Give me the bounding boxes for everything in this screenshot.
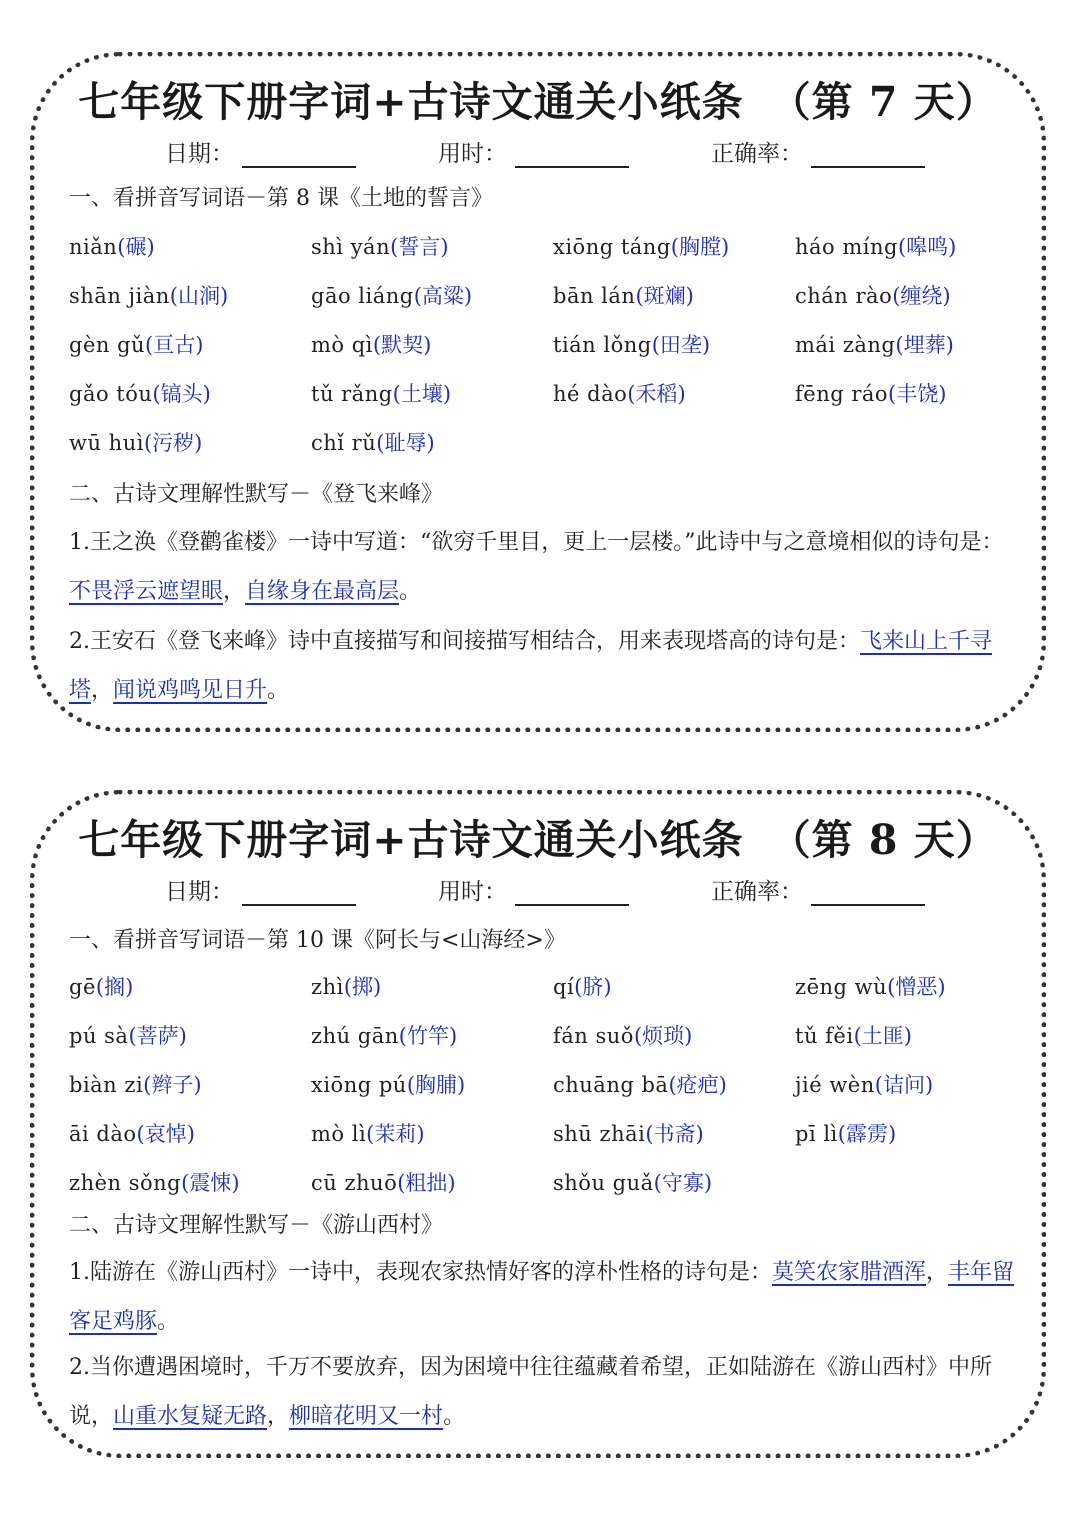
pinyin-word-item: hé dào(禾稻)	[553, 382, 686, 406]
pinyin-word-item: mái zàng(埋葬)	[795, 333, 954, 357]
answer-line: 莫笑农家腊酒浑	[772, 1260, 927, 1285]
pinyin-text: gē	[69, 975, 96, 999]
question-1: 1.王之涣《登鹳雀楼》一诗中写道：“欲穷千里目，更上一层楼。”此诗中与之意境相似的诗句是：不畏浮云遮望眼，自缘身在最高层。	[69, 530, 1004, 604]
pinyin-text: chuāng bā	[553, 1073, 669, 1097]
pinyin-word-item: tǔ fěi(土匪)	[795, 1024, 912, 1048]
pinyin-text: xiōng pú	[311, 1073, 407, 1097]
pinyin-text: shì yán	[311, 235, 391, 259]
accuracy-label: 正确率：	[711, 141, 803, 167]
day-label: （第 8 天）	[769, 816, 998, 864]
date-field	[165, 135, 356, 168]
question-2: 2.当你遭遇困境时，千万不要放弃，因为困境中往往蕴藏着希望，正如陆游在《游山西村》中所说，山重水复疑无路，柳暗花明又一村。	[69, 1355, 992, 1429]
pinyin-word-item: zhú gān(竹竿)	[311, 1024, 458, 1048]
answer-word: 守寡	[661, 1171, 704, 1195]
answer-word: 斑斓	[643, 284, 686, 308]
date-label: 日期：	[165, 141, 234, 167]
pinyin-text: gèn gǔ	[69, 333, 146, 357]
answer-word: 耻辱	[384, 431, 427, 455]
answer-word: 镐头	[160, 382, 203, 406]
pinyin-text: tǔ fěi	[795, 1024, 854, 1048]
pinyin-word-item: shū zhāi(书斋)	[553, 1122, 704, 1146]
answer-word: 粗拙	[405, 1171, 448, 1195]
pinyin-word-item: cū zhuō(粗拙)	[311, 1171, 456, 1195]
pinyin-word-item: jié wèn(诘问)	[795, 1073, 934, 1097]
pinyin-word-item: xiōng pú(胸脯)	[311, 1073, 466, 1097]
answer-word: 憎恶	[895, 975, 938, 999]
answer-word: 掷	[352, 975, 374, 999]
pinyin-text: cū zhuō	[311, 1171, 398, 1195]
pinyin-word-item: pú sà(菩萨)	[69, 1024, 187, 1048]
answer-word: 誓言	[398, 235, 441, 259]
pinyin-text: āi dào	[69, 1122, 137, 1146]
date-blank	[242, 886, 356, 906]
answer-word: 禾稻	[635, 382, 678, 406]
section-heading-pinyin: 一、看拼音写词语－第 8 课《土地的誓言》	[69, 186, 493, 211]
accuracy-label: 正确率：	[711, 879, 803, 905]
pinyin-word-item: chǐ rǔ(耻辱)	[311, 431, 435, 455]
pinyin-text: mò qì	[311, 333, 373, 357]
pinyin-word-item: fēng ráo(丰饶)	[795, 382, 947, 406]
answer-word: 土匪	[861, 1024, 904, 1048]
answer-word: 胸脯	[415, 1073, 458, 1097]
pinyin-text: niǎn	[69, 235, 118, 259]
accuracy-blank	[811, 148, 925, 168]
answer-word: 哀悼	[144, 1122, 187, 1146]
answer-line: 柳暗花明又一村	[289, 1404, 444, 1429]
pinyin-word-grid	[69, 223, 1029, 468]
pinyin-word-item: niǎn(碾)	[69, 235, 155, 259]
pinyin-word-item: xiōng táng(胸膛)	[553, 235, 730, 259]
pinyin-word-item: zēng wù(憎恶)	[795, 975, 946, 999]
answer-line: 飞来山上千寻塔	[69, 629, 993, 703]
answer-word: 竹竿	[406, 1024, 449, 1048]
pinyin-text: mái zàng	[795, 333, 896, 357]
answer-word: 土壤	[400, 382, 443, 406]
answer-line: 丰年留客足鸡豚	[69, 1260, 1015, 1334]
pinyin-text: zhì	[311, 975, 344, 999]
pinyin-text: shān jiàn	[69, 284, 170, 308]
pinyin-word-item: shì yán(誓言)	[311, 235, 449, 259]
answer-word: 书斋	[653, 1122, 696, 1146]
pinyin-text: shū zhāi	[553, 1122, 646, 1146]
pinyin-text: hé dào	[553, 382, 628, 406]
pinyin-word-item: āi dào(哀悼)	[69, 1122, 195, 1146]
pinyin-word-item: bān lán(斑斓)	[553, 284, 694, 308]
date-blank	[242, 148, 356, 168]
pinyin-text: bān lán	[553, 284, 636, 308]
answer-word: 亘古	[153, 333, 196, 357]
pinyin-word-item: wū huì(污秽)	[69, 431, 203, 455]
answer-word: 菩萨	[136, 1024, 179, 1048]
date-field	[165, 873, 356, 906]
pinyin-word-item: shǒu guǎ(守寡)	[553, 1171, 713, 1195]
pinyin-text: pú sà	[69, 1024, 129, 1048]
pinyin-text: pī lì	[795, 1122, 838, 1146]
pinyin-text: chǐ rǔ	[311, 431, 377, 455]
pinyin-word-item: chán rào(缠绕)	[795, 284, 951, 308]
pinyin-text: wū huì	[69, 431, 144, 455]
pinyin-text: fēng ráo	[795, 382, 889, 406]
answer-word: 嗥鸣	[906, 235, 949, 259]
pinyin-word-item: mò lì(茉莉)	[311, 1122, 425, 1146]
answer-word: 脐	[582, 975, 604, 999]
pinyin-text: tǔ rǎng	[311, 382, 393, 406]
pinyin-text: zēng wù	[795, 975, 888, 999]
pinyin-text: gǎo tóu	[69, 382, 153, 406]
pinyin-text: chán rào	[795, 284, 893, 308]
answer-word: 搁	[104, 975, 126, 999]
answer-line: 自缘身在最高层	[245, 579, 400, 604]
pinyin-word-item: gèn gǔ(亘古)	[69, 333, 204, 357]
pinyin-word-item: chuāng bā(疮疤)	[553, 1073, 727, 1097]
meta-row	[165, 135, 925, 168]
time-blank	[515, 148, 629, 168]
pinyin-word-item: mò qì(默契)	[311, 333, 432, 357]
pinyin-word-item: tǔ rǎng(土壤)	[311, 382, 452, 406]
pinyin-text: háo míng	[795, 235, 898, 259]
time-label: 用时：	[438, 141, 507, 167]
answer-word: 默契	[381, 333, 424, 357]
answer-word: 埋葬	[903, 333, 946, 357]
answer-word: 碾	[125, 235, 147, 259]
answer-word: 疮疤	[676, 1073, 719, 1097]
pinyin-word-item: háo míng(嗥鸣)	[795, 235, 957, 259]
note-card-day7	[30, 52, 1046, 732]
accuracy-blank	[811, 886, 925, 906]
pinyin-text: fán suǒ	[553, 1024, 634, 1048]
note-card-day8	[30, 790, 1046, 1458]
answer-line: 不畏浮云遮望眼	[69, 579, 224, 604]
meta-row	[165, 873, 925, 906]
pinyin-text: mò lì	[311, 1122, 367, 1146]
pinyin-text: zhèn sǒng	[69, 1171, 182, 1195]
answer-line: 山重水复疑无路	[113, 1404, 268, 1429]
answer-word: 烦琐	[642, 1024, 685, 1048]
answer-word: 霹雳	[845, 1122, 888, 1146]
card-title: 七年级下册字词+古诗文通关小纸条 （第 7 天）	[78, 78, 998, 126]
answer-line: 闻说鸡鸣见日升	[113, 678, 268, 703]
accuracy-field	[711, 873, 925, 906]
day-label: （第 7 天）	[769, 78, 998, 126]
pinyin-text: xiōng táng	[553, 235, 671, 259]
pinyin-text: qí	[553, 975, 575, 999]
pinyin-word-item: tián lǒng(田垄)	[553, 333, 711, 357]
pinyin-word-item: shān jiàn(山涧)	[69, 284, 229, 308]
pinyin-text: gāo liáng	[311, 284, 414, 308]
answer-word: 田垄	[659, 333, 702, 357]
time-blank	[515, 886, 629, 906]
pinyin-word-item: qí(脐)	[553, 975, 612, 999]
section-heading-pinyin: 一、看拼音写词语－第 10 课《阿长与<山海经>》	[69, 928, 566, 953]
date-label: 日期：	[165, 879, 234, 905]
question-1: 1.陆游在《游山西村》一诗中，表现农家热情好客的淳朴性格的诗句是：莫笑农家腊酒浑，丰年留客足鸡豚。	[69, 1260, 1015, 1334]
pinyin-word-item: gǎo tóu(镐头)	[69, 382, 211, 406]
pinyin-word-item: gāo liáng(高粱)	[311, 284, 473, 308]
answer-word: 山涧	[178, 284, 220, 308]
card-title: 七年级下册字词+古诗文通关小纸条 （第 8 天）	[78, 816, 998, 864]
pinyin-text: jié wèn	[795, 1073, 875, 1097]
answer-word: 高粱	[421, 284, 464, 308]
answer-word: 诘问	[882, 1073, 925, 1097]
answer-word: 茉莉	[374, 1122, 417, 1146]
pinyin-word-item: fán suǒ(烦琐)	[553, 1024, 693, 1048]
answer-word: 胸膛	[678, 235, 721, 259]
pinyin-text: tián lǒng	[553, 333, 652, 357]
question-2: 2.王安石《登飞来峰》诗中直接描写和间接描写相结合，用来表现塔高的诗句是：飞来山上千寻塔，闻说鸡鸣见日升。	[69, 629, 993, 703]
accuracy-field	[711, 135, 925, 168]
pinyin-word-item: gē(搁)	[69, 975, 134, 999]
section-heading-poetry: 二、古诗文理解性默写－《游山西村》	[69, 1213, 444, 1238]
pinyin-text: zhú gān	[311, 1024, 399, 1048]
pinyin-text: biàn zi	[69, 1073, 144, 1097]
section-heading-poetry: 二、古诗文理解性默写－《登飞来峰》	[69, 482, 444, 507]
answer-word: 丰饶	[896, 382, 939, 406]
answer-word: 辫子	[151, 1073, 194, 1097]
answer-word: 污秽	[152, 431, 195, 455]
time-field	[438, 873, 629, 906]
time-field	[438, 135, 629, 168]
pinyin-word-item: pī lì(霹雳)	[795, 1122, 897, 1146]
answer-word: 缠绕	[900, 284, 943, 308]
pinyin-word-item: biàn zi(辫子)	[69, 1073, 202, 1097]
pinyin-word-grid	[69, 963, 1029, 1208]
pinyin-text: shǒu guǎ	[553, 1171, 654, 1195]
answer-word: 震悚	[189, 1171, 232, 1195]
time-label: 用时：	[438, 879, 507, 905]
pinyin-word-item: zhèn sǒng(震悚)	[69, 1171, 240, 1195]
pinyin-word-item: zhì(掷)	[311, 975, 382, 999]
